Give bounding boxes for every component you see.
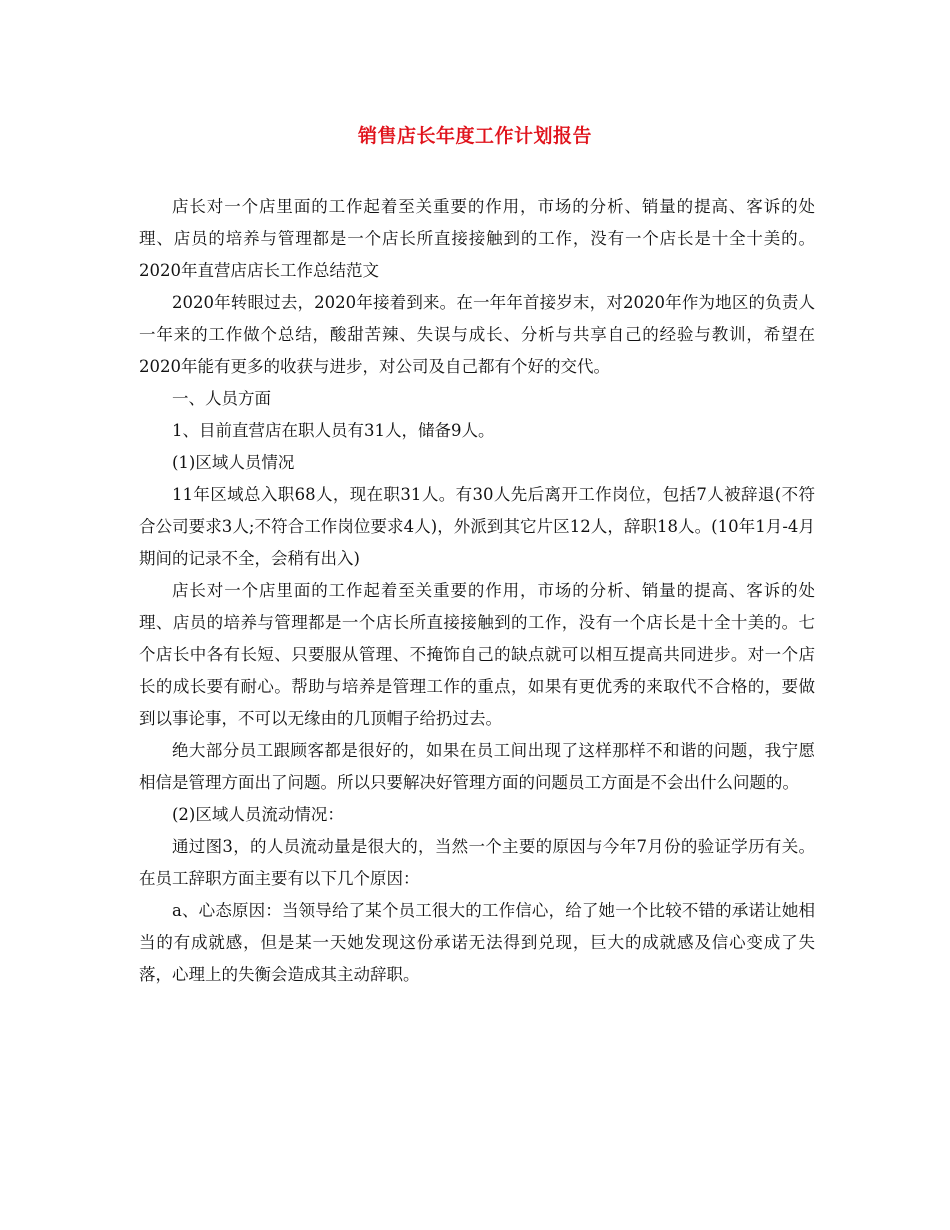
- paragraph-staff-count: 1、目前直营店在职人员有31人，储备9人。: [172, 421, 495, 440]
- document-title: 销售店长年度工作计划报告: [357, 125, 592, 147]
- paragraph-regional-staff: 11年区域总入职68人，现在职31人。有30人先后离开工作岗位，包括7人被辞退(不符合公司要求3人;不符合工作岗位要求4人)，外派到其它片区12人，辞职18人。(10年1月-4月期间的记录不全，会稍有出入): [139, 485, 815, 568]
- subheading-staff-turnover: (2)区域人员流动情况：: [172, 805, 344, 824]
- section-heading-personnel: 一、人员方面: [172, 389, 271, 408]
- paragraph-employee-relations: 绝大部分员工跟顾客都是很好的，如果在员工间出现了这样那样不和谐的问题，我宁愿相信是管理方面出了问题。所以只要解决好管理方面的问题员工方面是不会出什么问题的。: [139, 741, 815, 792]
- paragraph-store-manager: 店长对一个店里面的工作起着至关重要的作用，市场的分析、销量的提高、客诉的处理、店员的培养与管理都是一个店长所直接接触到的工作，没有一个店长是十全十美的。七个店长中各有长短、只要服从管理、不掩饰自己的缺点就可以相互提高共同进步。对一个店长的成长要有耐心。帮助与培养是管理工作的重点，如果有更优秀的来取代不合格的，要做到以事论事，不可以无缘由的几顶帽子给扔过去。: [139, 581, 815, 728]
- paragraph-year-summary: 2020年转眼过去，2020年接着到来。在一年年首接岁末，对2020年作为地区的负责人一年来的工作做个总结，酸甜苦辣、失误与成长、分析与共享自己的经验与教训，希望在2020年能有更多的收获与进步，对公司及自己都有个好的交代。: [139, 293, 815, 376]
- paragraph-reason-a: a、心态原因：当领导给了某个员工很大的工作信心，给了她一个比较不错的承诺让她相当的有成就感，但是某一天她发现这份承诺无法得到兑现，巨大的成就感及信心变成了失落，心理上的失衡会造成其主动辞职。: [139, 901, 815, 984]
- subheading-regional-staff: (1)区域人员情况: [172, 453, 295, 472]
- paragraph-turnover: 通过图3，的人员流动量是很大的，当然一个主要的原因与今年7月份的验证学历有关。 在员工辞职方面主要有以下几个原因：: [139, 837, 826, 888]
- paragraph-intro: 店长对一个店里面的工作起着至关重要的作用，市场的分析、销量的提高、客诉的处理、店员的培养与管理都是一个店长所直接接触到的工作，没有一个店长是十全十美的。 2020年直营店店长工作总结范文: [139, 197, 826, 280]
- document-body: [139, 191, 826, 991]
